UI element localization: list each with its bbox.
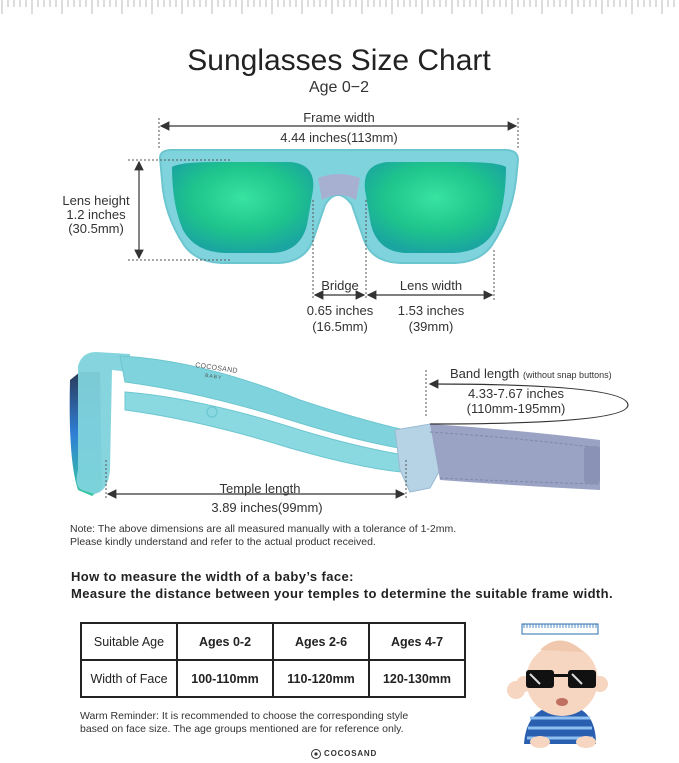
right-lens	[365, 162, 506, 253]
table-row	[81, 660, 465, 697]
howto-instruction: Measure the distance between your temples to determine the suitable frame width.	[71, 586, 614, 601]
reminder-line-1: Warm Reminder: It is recommended to choose the corresponding style	[80, 710, 409, 722]
frame-width-value: 4.44 inches(113mm)	[280, 130, 398, 145]
table-cell-width: 120-130mm	[369, 660, 465, 697]
lens-height-value-in: 1.2 inches	[66, 207, 126, 222]
size-table	[80, 622, 466, 698]
table-cell-width: 110-120mm	[273, 660, 369, 697]
band-length-label: Band length (without snap buttons)	[450, 366, 612, 381]
note-line-1: Note: The above dimensions are all measured manually with a tolerance of 1-2mm.	[70, 523, 457, 535]
lens-width-value-in: 1.53 inches	[397, 303, 465, 318]
left-lens	[172, 162, 313, 253]
reminder-line-2: based on face size. The age groups mentioned are for reference only.	[80, 723, 404, 735]
lens-height-value-mm: (30.5mm)	[68, 221, 124, 236]
page-subtitle: Age 0−2	[308, 79, 370, 96]
temple-length-label: Temple length	[219, 481, 301, 496]
table-cell-age: Ages 4-7	[369, 623, 465, 660]
temple-brand-sub: BABY	[204, 372, 223, 382]
band-length-value-in: 4.33-7.67 inches	[467, 386, 565, 401]
frame-width-label: Frame width	[303, 110, 375, 125]
table-cell-width: 100-110mm	[177, 660, 273, 697]
row-header-width: Width of Face	[81, 660, 177, 697]
lens-height-label: Lens height	[62, 193, 130, 208]
row-header-age: Suitable Age	[81, 623, 177, 660]
footer-brand: COCOSAND	[324, 749, 378, 758]
bridge-label: Bridge	[321, 278, 359, 293]
temple-length-value: 3.89 inches(99mm)	[211, 500, 323, 515]
note-line-2: Please kindly understand and refer to the actual product received.	[70, 536, 376, 548]
howto-heading: How to measure the width of a baby’s face:	[71, 569, 354, 584]
table-cell-age: Ages 2-6	[273, 623, 369, 660]
bridge-value-in: 0.65 inches	[306, 303, 374, 318]
temple-brand-text: COCOSAND	[194, 362, 239, 375]
lens-width-value-mm: (39mm)	[408, 319, 454, 334]
page-title: Sunglasses Size Chart	[187, 44, 491, 77]
front-sunglasses	[160, 150, 518, 263]
table-row	[81, 623, 465, 660]
table-cell-age: Ages 0-2	[177, 623, 273, 660]
band-length-value-mm: (110mm-195mm)	[466, 401, 566, 416]
baby-illustration	[507, 624, 608, 748]
lens-width-label: Lens width	[399, 278, 463, 293]
bridge-value-mm: (16.5mm)	[312, 319, 368, 334]
footer-logo-icon	[312, 750, 321, 759]
